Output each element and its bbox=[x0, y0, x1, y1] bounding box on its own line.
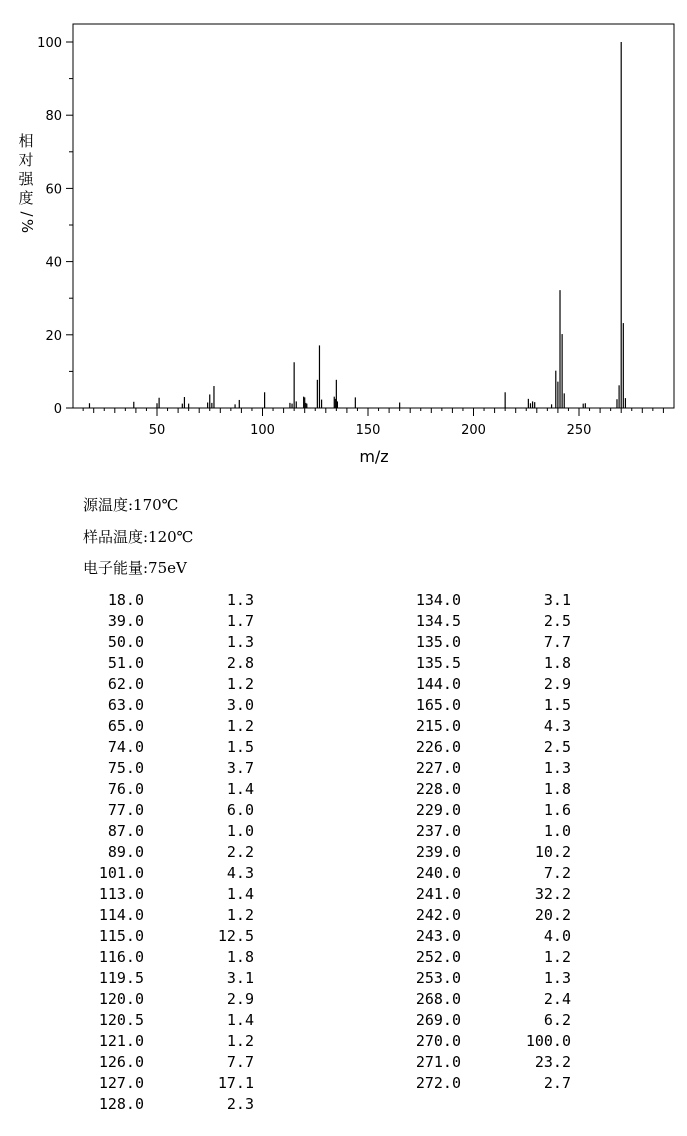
peak-row bbox=[0, 821, 687, 842]
peak-intensity: 2.2 bbox=[226, 843, 254, 861]
peak-mz: 240.0 bbox=[415, 864, 461, 882]
peak-mz: 116.0 bbox=[98, 948, 144, 966]
peak-row bbox=[0, 779, 687, 800]
peak-mz: 128.0 bbox=[98, 1095, 144, 1113]
peak-row bbox=[0, 695, 687, 716]
y-tick-label: 60 bbox=[45, 182, 62, 198]
peak-row bbox=[0, 989, 687, 1010]
peak-mz: 18.0 bbox=[107, 591, 144, 609]
peak-row bbox=[0, 632, 687, 653]
peak-row bbox=[0, 863, 687, 884]
peak-intensity: 1.3 bbox=[543, 759, 571, 777]
electron-energy: 电子能量:75eV bbox=[83, 559, 187, 577]
peak-mz: 269.0 bbox=[415, 1011, 461, 1029]
y-label-char: % bbox=[18, 218, 36, 234]
peak-intensity: 1.8 bbox=[543, 654, 571, 672]
peak-row bbox=[0, 1031, 687, 1052]
peak-intensity: 7.7 bbox=[543, 633, 571, 651]
peak-row bbox=[0, 737, 687, 758]
peak-mz: 114.0 bbox=[98, 906, 144, 924]
peak-row bbox=[0, 905, 687, 926]
peak-intensity: 1.2 bbox=[226, 906, 254, 924]
peak-mz: 134.5 bbox=[415, 612, 461, 630]
x-axis bbox=[83, 408, 663, 438]
peak-intensity: 1.3 bbox=[226, 633, 254, 651]
peak-intensity: 1.2 bbox=[226, 675, 254, 693]
peak-intensity: 2.3 bbox=[226, 1095, 254, 1113]
x-axis-label: m/z bbox=[359, 447, 389, 466]
peak-mz: 101.0 bbox=[98, 864, 144, 882]
y-tick-label: 20 bbox=[45, 328, 62, 344]
y-label-char: 对 bbox=[18, 151, 34, 169]
plot-frame bbox=[73, 24, 674, 408]
spectrum-peaks bbox=[89, 42, 625, 408]
peak-mz: 270.0 bbox=[415, 1032, 461, 1050]
peak-row bbox=[0, 1052, 687, 1073]
peak-row bbox=[0, 590, 687, 611]
peak-mz: 76.0 bbox=[107, 780, 144, 798]
peak-mz: 113.0 bbox=[98, 885, 144, 903]
x-tick-label: 100 bbox=[250, 423, 275, 438]
peak-mz: 120.5 bbox=[98, 1011, 144, 1029]
peak-intensity: 7.2 bbox=[543, 864, 571, 882]
peak-intensity: 1.8 bbox=[543, 780, 571, 798]
peak-intensity: 1.7 bbox=[226, 612, 254, 630]
peak-mz: 115.0 bbox=[98, 927, 144, 945]
peak-mz: 243.0 bbox=[415, 927, 461, 945]
peak-intensity: 23.2 bbox=[534, 1053, 571, 1071]
peak-mz: 229.0 bbox=[415, 801, 461, 819]
peak-row bbox=[0, 1010, 687, 1031]
x-tick-label: 250 bbox=[566, 423, 592, 438]
plot-border bbox=[73, 24, 674, 408]
peak-intensity: 12.5 bbox=[217, 927, 254, 945]
peak-mz: 241.0 bbox=[415, 885, 461, 903]
peak-intensity: 1.5 bbox=[226, 738, 254, 756]
y-tick-label: 0 bbox=[53, 402, 62, 417]
peak-intensity: 1.0 bbox=[543, 822, 571, 840]
peak-intensity: 6.0 bbox=[226, 801, 254, 819]
peak-row bbox=[0, 1073, 687, 1094]
peak-mz: 74.0 bbox=[107, 738, 144, 756]
peak-mz: 120.0 bbox=[98, 990, 144, 1008]
peak-mz: 39.0 bbox=[107, 612, 144, 630]
peak-mz: 226.0 bbox=[415, 738, 461, 756]
peak-intensity: 2.5 bbox=[543, 612, 571, 630]
peak-mz: 135.0 bbox=[415, 633, 461, 651]
peak-mz: 65.0 bbox=[107, 717, 144, 735]
peak-mz: 135.5 bbox=[415, 654, 461, 672]
y-tick-label: 100 bbox=[37, 36, 62, 51]
peak-intensity: 1.2 bbox=[226, 717, 254, 735]
peak-mz: 51.0 bbox=[107, 654, 144, 672]
peak-row bbox=[0, 842, 687, 863]
peak-intensity: 2.9 bbox=[226, 990, 254, 1008]
peak-row bbox=[0, 968, 687, 989]
peak-row bbox=[0, 758, 687, 779]
x-tick-label: 200 bbox=[461, 423, 486, 438]
peak-row bbox=[0, 800, 687, 821]
peak-intensity: 3.1 bbox=[226, 969, 254, 987]
peak-mz: 253.0 bbox=[415, 969, 461, 987]
sample-temperature: 样品温度:120℃ bbox=[83, 527, 194, 546]
peak-mz: 87.0 bbox=[107, 822, 144, 840]
peak-intensity: 1.3 bbox=[543, 969, 571, 987]
peak-row bbox=[0, 674, 687, 695]
peak-mz: 134.0 bbox=[415, 591, 461, 609]
peak-row bbox=[0, 1094, 687, 1115]
peak-mz: 89.0 bbox=[107, 843, 144, 861]
peak-intensity: 3.1 bbox=[543, 591, 571, 609]
peak-mz: 127.0 bbox=[98, 1074, 144, 1092]
peak-row bbox=[0, 926, 687, 947]
y-label-char: 强 bbox=[18, 170, 34, 188]
y-tick-label: 40 bbox=[45, 255, 62, 271]
x-tick-label: 150 bbox=[355, 423, 381, 438]
y-tick-label: 80 bbox=[45, 109, 62, 125]
peak-intensity: 1.6 bbox=[543, 801, 571, 819]
peak-mz: 242.0 bbox=[415, 906, 461, 924]
peak-mz: 165.0 bbox=[415, 696, 461, 714]
peak-mz: 63.0 bbox=[107, 696, 144, 714]
peak-mz: 239.0 bbox=[415, 843, 461, 861]
peak-mz: 121.0 bbox=[98, 1032, 144, 1050]
y-axis-label bbox=[18, 132, 36, 233]
source-temperature: 源温度:170℃ bbox=[83, 496, 179, 514]
peak-intensity: 2.8 bbox=[226, 654, 254, 672]
peak-mz: 237.0 bbox=[415, 822, 461, 840]
peak-row bbox=[0, 653, 687, 674]
peak-intensity: 32.2 bbox=[534, 885, 571, 903]
peak-intensity: 2.7 bbox=[543, 1074, 571, 1092]
peak-mz: 50.0 bbox=[107, 633, 144, 651]
peak-intensity: 1.3 bbox=[226, 591, 254, 609]
peak-intensity: 4.3 bbox=[543, 717, 571, 735]
peak-intensity: 10.2 bbox=[534, 843, 571, 861]
peak-intensity: 1.4 bbox=[226, 1011, 254, 1029]
peak-intensity: 20.2 bbox=[534, 906, 571, 924]
mass-spectrum-chart bbox=[0, 0, 687, 480]
peak-mz: 228.0 bbox=[415, 780, 461, 798]
peak-intensity: 1.4 bbox=[226, 780, 254, 798]
peak-mz: 144.0 bbox=[415, 675, 461, 693]
peak-row bbox=[0, 947, 687, 968]
peak-intensity: 1.0 bbox=[226, 822, 254, 840]
y-axis bbox=[37, 36, 73, 417]
peak-intensity: 1.5 bbox=[543, 696, 571, 714]
peak-mz: 126.0 bbox=[98, 1053, 144, 1071]
y-label-char: 度 bbox=[18, 189, 34, 207]
peak-intensity: 3.7 bbox=[226, 759, 254, 777]
peak-intensity: 17.1 bbox=[217, 1074, 254, 1092]
peak-row bbox=[0, 611, 687, 632]
peak-row bbox=[0, 884, 687, 905]
peak-intensity: 7.7 bbox=[226, 1053, 254, 1071]
peak-mz: 272.0 bbox=[415, 1074, 461, 1092]
peak-mz: 252.0 bbox=[415, 948, 461, 966]
peak-mz: 77.0 bbox=[107, 801, 144, 819]
peak-intensity: 4.0 bbox=[543, 927, 571, 945]
y-label-char: 相 bbox=[18, 132, 34, 150]
peak-intensity: 1.2 bbox=[226, 1032, 254, 1050]
peak-row bbox=[0, 716, 687, 737]
peak-intensity: 2.9 bbox=[543, 675, 571, 693]
peak-mz: 75.0 bbox=[107, 759, 144, 777]
peak-intensity: 2.5 bbox=[543, 738, 571, 756]
experiment-conditions bbox=[83, 493, 193, 588]
peak-mz: 215.0 bbox=[415, 717, 461, 735]
peak-intensity: 3.0 bbox=[226, 696, 254, 714]
peak-mz: 62.0 bbox=[107, 675, 144, 693]
peak-mz: 227.0 bbox=[415, 759, 461, 777]
peak-intensity: 6.2 bbox=[543, 1011, 571, 1029]
peak-intensity: 1.4 bbox=[226, 885, 254, 903]
y-label-char: / bbox=[18, 211, 36, 217]
peak-mz: 271.0 bbox=[415, 1053, 461, 1071]
peak-mz: 119.5 bbox=[98, 969, 144, 987]
peak-intensity: 4.3 bbox=[226, 864, 254, 882]
peak-intensity: 100.0 bbox=[525, 1032, 571, 1050]
peak-mz: 268.0 bbox=[415, 990, 461, 1008]
peak-intensity: 1.8 bbox=[226, 948, 254, 966]
peak-intensity: 2.4 bbox=[543, 990, 571, 1008]
peak-intensity: 1.2 bbox=[543, 948, 571, 966]
x-tick-label: 50 bbox=[148, 423, 166, 438]
